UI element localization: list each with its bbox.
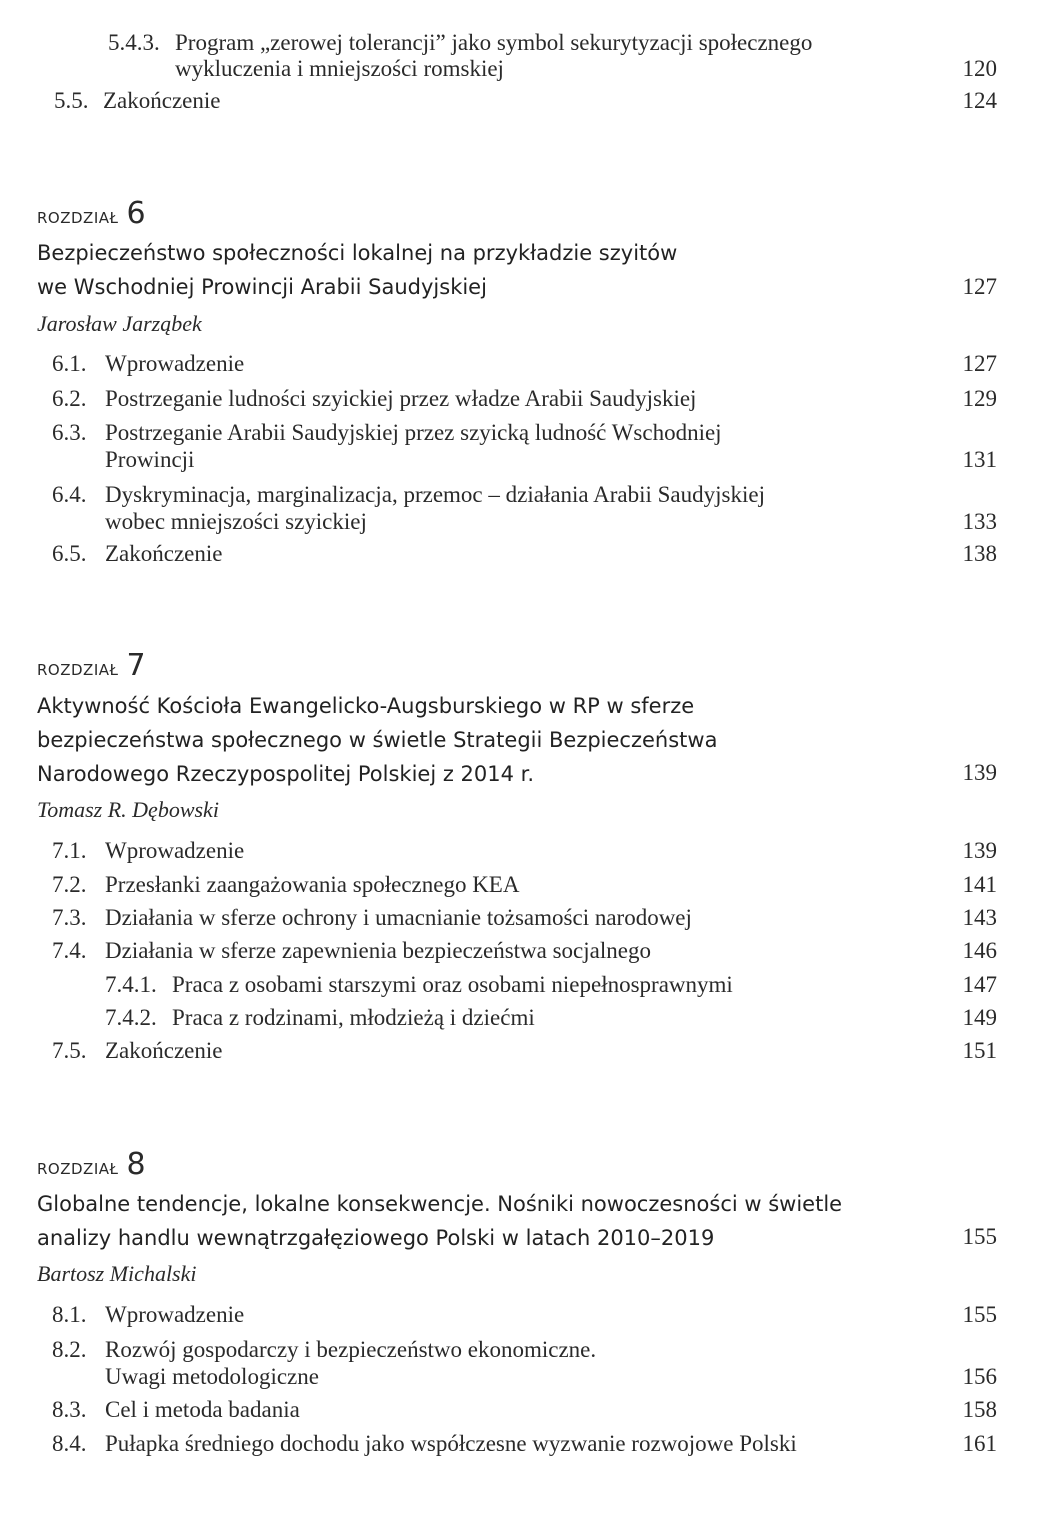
chapter-title-line: we Wschodniej Prowincji Arabii Saudyjskiej [37, 275, 487, 299]
entry-number: 8.2. [52, 1337, 87, 1362]
entry-number: 5.5. [54, 88, 89, 113]
entry-title-line: Praca z rodzinami, młodzieżą i dziećmi [172, 1005, 535, 1030]
entry-title-line: Postrzeganie ludności szyickiej przez władze Arabii Saudyjskiej [105, 386, 697, 411]
entry-title-line: Działania w sferze ochrony i umacnianie tożsamości narodowej [105, 905, 692, 930]
entry-number: 5.4.3. [108, 30, 160, 55]
entry-number: 6.1. [52, 351, 87, 376]
entry-number: 8.4. [52, 1431, 87, 1456]
page-number: 127 [962, 351, 997, 376]
chapter-title-line: analizy handlu wewnątrzgałęziowego Polski w latach 2010–2019 [37, 1226, 715, 1250]
entry-title-line: Program „zerowej tolerancji” jako symbol sekurytyzacji społecznego [175, 30, 813, 55]
chapter-heading [37, 648, 146, 683]
chapter-title-line: Globalne tendencje, lokalne konsekwencje. Nośniki nowoczesności w świetle [37, 1192, 843, 1216]
entry-number: 7.2. [52, 872, 87, 897]
entry-title-line: Zakończenie [105, 1038, 223, 1063]
entry-title-line: Praca z osobami starszymi oraz osobami niepełnosprawnymi [172, 972, 733, 997]
entry-title-line: Pułapka średniego dochodu jako współczesne wyzwanie rozwojowe Polski [105, 1431, 797, 1456]
entry-title-line: Prowincji [105, 447, 195, 472]
entry-number: 8.1. [52, 1302, 87, 1327]
entry-title-line: Działania w sferze zapewnienia bezpieczeństwa socjalnego [105, 938, 651, 963]
chapter-title-line: Bezpieczeństwo społeczności lokalnej na przykładzie szyitów [37, 241, 678, 265]
page-number: 161 [962, 1431, 997, 1456]
entry-number: 6.4. [52, 482, 87, 507]
entry-number: 7.5. [52, 1038, 87, 1063]
chapter-number: 6 [126, 196, 147, 231]
entry-title-line: Zakończenie [103, 88, 221, 113]
page-number: 151 [962, 1038, 997, 1063]
entry-title-line: Wprowadzenie [105, 351, 245, 376]
page-number: 149 [962, 1005, 997, 1030]
page-number: 131 [962, 447, 997, 472]
chapter-title-line: Aktywność Kościoła Ewangelicko-Augsburskiego w RP w sferze [37, 694, 695, 718]
entry-title-line: Dyskryminacja, marginalizacja, przemoc – działania Arabii Saudyjskiej [105, 482, 765, 507]
entry-number: 6.5. [52, 541, 87, 566]
entry-number: 7.4.1. [105, 972, 157, 997]
page-number: 143 [962, 905, 997, 930]
page-number: 133 [962, 509, 997, 534]
page-number: 127 [962, 274, 997, 299]
chapter-heading [37, 1147, 146, 1182]
entry-title-line: Przesłanki zaangażowania społecznego KEA [105, 872, 520, 897]
chapter-heading [37, 196, 146, 231]
entry-title-line: Rozwój gospodarczy i bezpieczeństwo ekonomiczne. [105, 1337, 597, 1362]
page-number: 158 [962, 1397, 997, 1422]
entry-title-line: Wprowadzenie [105, 838, 245, 863]
chapter-number: 7 [126, 648, 147, 683]
chapter-author: Bartosz Michalski [37, 1261, 197, 1286]
entry-title-line: wykluczenia i mniejszości romskiej [175, 56, 504, 81]
page-number: 155 [962, 1224, 997, 1249]
chapter-label: ROZDZIAŁ [37, 209, 119, 227]
chapter-label: ROZDZIAŁ [37, 661, 119, 679]
entry-number: 8.3. [52, 1397, 87, 1422]
page-number: 147 [962, 972, 997, 997]
page-number: 146 [962, 938, 997, 963]
entry-number: 7.3. [52, 905, 87, 930]
entry-title-line: Cel i metoda badania [105, 1397, 300, 1422]
entry-title-line: wobec mniejszości szyickiej [105, 509, 367, 534]
entry-title-line: Wprowadzenie [105, 1302, 245, 1327]
entry-number: 7.4. [52, 938, 87, 963]
page-number: 139 [962, 760, 997, 785]
entry-title-line: Postrzeganie Arabii Saudyjskiej przez szyicką ludność Wschodniej [105, 420, 722, 445]
entry-number: 6.3. [52, 420, 87, 445]
entry-number: 6.2. [52, 386, 87, 411]
chapter-number: 8 [126, 1147, 147, 1182]
entry-title-line: Zakończenie [105, 541, 223, 566]
entry-number: 7.4.2. [105, 1005, 157, 1030]
page-number: 139 [962, 838, 997, 863]
chapter-title-line: Narodowego Rzeczypospolitej Polskiej z 2014 r. [37, 762, 535, 786]
chapter-label: ROZDZIAŁ [37, 1160, 119, 1178]
chapter-title-line: bezpieczeństwa społecznego w świetle Strategii Bezpieczeństwa [37, 728, 718, 752]
chapter-author: Jarosław Jarząbek [37, 311, 202, 336]
page-number: 156 [962, 1364, 997, 1389]
entry-title-line: Uwagi metodologiczne [105, 1364, 319, 1389]
chapter-author: Tomasz R. Dębowski [37, 797, 219, 822]
page-number: 141 [962, 872, 997, 897]
page-number: 129 [962, 386, 997, 411]
page-number: 155 [962, 1302, 997, 1327]
page-number: 120 [962, 56, 997, 81]
entry-number: 7.1. [52, 838, 87, 863]
page-number: 124 [962, 88, 997, 113]
page-number: 138 [962, 541, 997, 566]
